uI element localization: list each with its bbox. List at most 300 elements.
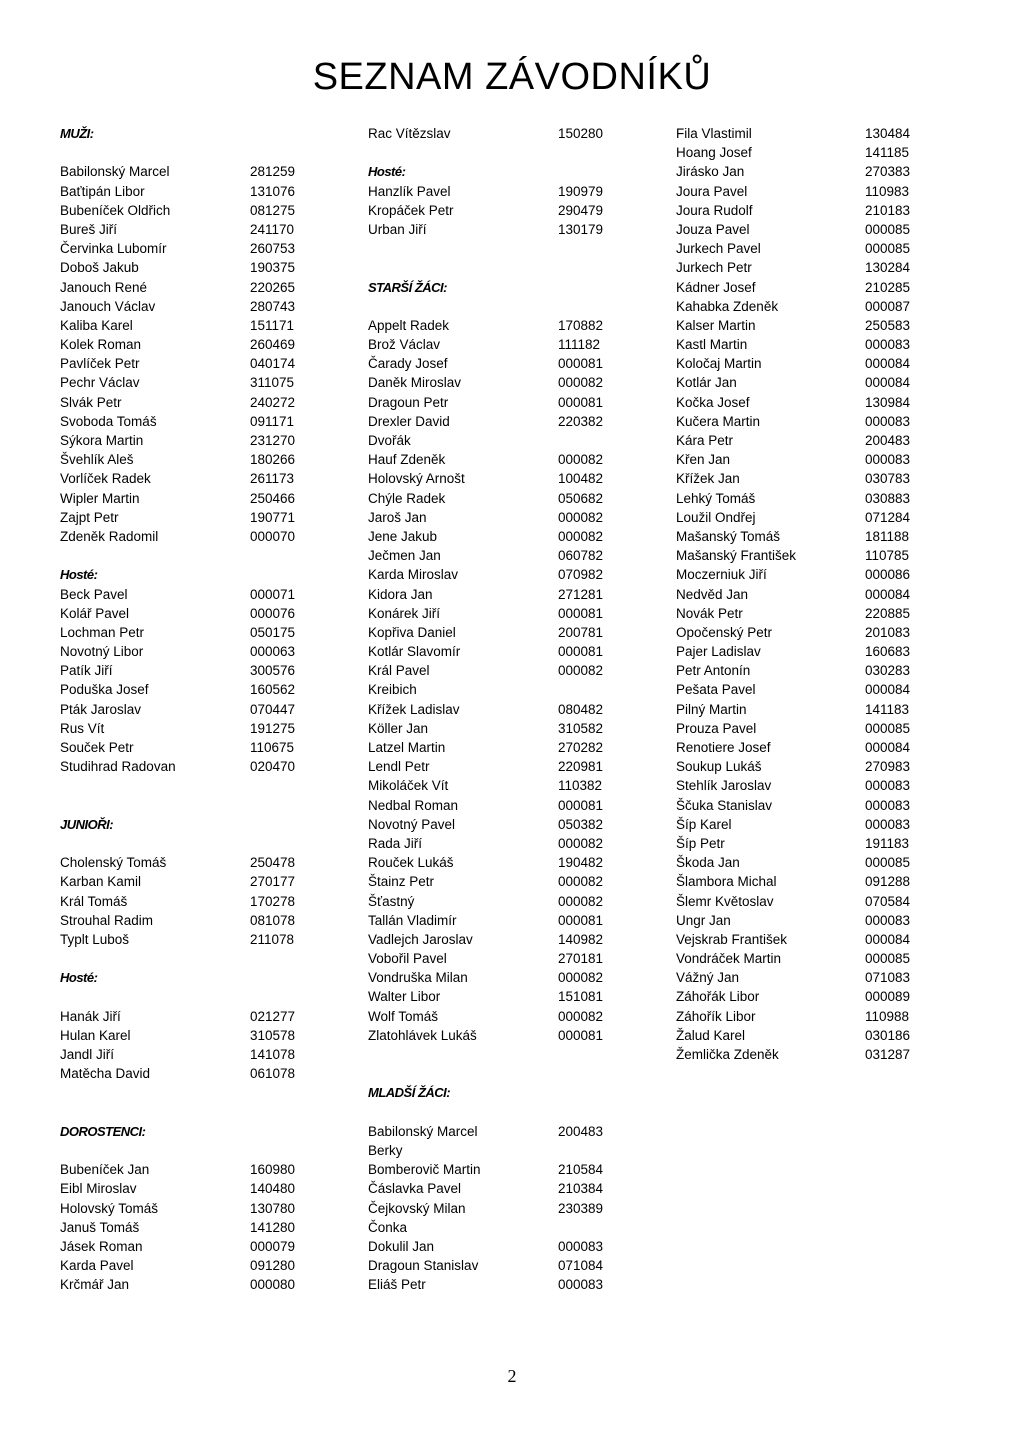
competitor-code: 000082	[558, 509, 604, 525]
competitor-name: Zlatohlávek Lukáš	[368, 1027, 477, 1043]
competitor-code: 280743	[250, 298, 296, 314]
competitor-row	[676, 450, 926, 469]
competitor-code: 000082	[558, 970, 604, 986]
competitor-code: 021277	[250, 1008, 296, 1024]
competitor-code: 170882	[558, 317, 604, 333]
competitor-code: 070447	[250, 701, 296, 717]
competitor-code: 211078	[250, 931, 295, 947]
competitor-code: 030883	[865, 490, 911, 506]
competitor-row	[60, 661, 320, 680]
competitor-code: 130179	[558, 221, 604, 237]
competitor-name: Beck Pavel	[60, 586, 128, 602]
competitor-code: 000083	[865, 452, 911, 468]
competitor-name: Holovský Arnošt	[368, 471, 465, 487]
competitor-name: Hulan Karel	[60, 1027, 131, 1043]
competitor-code: 000083	[865, 337, 911, 353]
competitor-row	[676, 987, 926, 1006]
competitor-code: 240272	[250, 394, 296, 410]
competitor-name: Babilonský Marcel	[368, 1123, 478, 1139]
competitor-name: Urban Jiří	[368, 221, 427, 237]
competitor-row	[676, 719, 926, 738]
competitor-row	[676, 546, 926, 565]
competitor-row	[60, 182, 320, 201]
competitor-row	[368, 124, 628, 143]
competitor-row	[676, 182, 926, 201]
competitor-code: 000084	[865, 740, 911, 755]
competitor-code: 190979	[558, 183, 604, 199]
competitor-code: 060782	[558, 548, 604, 564]
competitor-code: 290479	[558, 202, 604, 218]
competitor-row	[368, 1199, 628, 1218]
competitor-name: Žalud Karel	[676, 1027, 746, 1043]
competitor-name: Drexler David	[368, 413, 450, 429]
competitor-name: Wolf Tomáš	[368, 1008, 439, 1024]
competitor-row	[60, 700, 320, 719]
competitor-row	[676, 815, 926, 834]
competitor-name: Stehlík Jaroslav	[676, 778, 772, 794]
competitor-code: 201083	[865, 624, 911, 640]
competitor-code: 000081	[558, 394, 604, 410]
competitor-name: Štainz Petr	[368, 874, 435, 890]
competitor-row	[676, 527, 926, 546]
competitor-row	[676, 796, 926, 815]
competitor-name: Hanák Jiří	[60, 1008, 121, 1024]
competitor-code: 281259	[250, 164, 296, 180]
competitor-name: Vážný Jan	[676, 970, 740, 986]
competitor-name: Cholenský Tomáš	[60, 855, 167, 871]
competitor-code: 091288	[865, 874, 911, 890]
competitor-row	[368, 930, 628, 949]
blank-line	[60, 949, 320, 968]
competitor-code: 000084	[865, 682, 911, 698]
competitor-row	[368, 450, 628, 469]
competitor-name: Kastl Martin	[676, 337, 748, 353]
competitor-name: Hanzlík Pavel	[368, 183, 451, 199]
competitor-row	[368, 776, 628, 795]
competitor-name: Bubeníček Jan	[60, 1162, 150, 1178]
competitor-name: Pilný Martin	[676, 701, 747, 717]
competitor-name: Opočenský Petr	[676, 624, 773, 640]
competitor-code: 210183	[865, 202, 911, 218]
competitor-code: 000083	[865, 413, 911, 429]
competitor-name: Pavlíček Petr	[60, 356, 140, 372]
competitor-code: 000085	[865, 951, 911, 967]
competitor-row	[60, 642, 320, 661]
competitor-row	[60, 393, 320, 412]
competitor-name: Januš Tomáš	[60, 1219, 140, 1235]
competitor-row	[368, 316, 628, 335]
competitor-name: Tallán Vladimír	[368, 912, 457, 928]
competitor-code: 000083	[558, 1238, 604, 1254]
competitor-name: Kalser Martin	[676, 317, 756, 333]
competitor-row	[676, 892, 926, 911]
competitor-row	[368, 565, 628, 584]
competitor-name: Soukup Lukáš	[676, 759, 762, 775]
competitor-row	[368, 1256, 628, 1275]
competitor-row	[676, 911, 926, 930]
competitor-name: Dvořák	[368, 433, 411, 448]
competitor-name: Kotlár Jan	[676, 375, 737, 391]
competitor-row	[60, 719, 320, 738]
competitor-row	[368, 220, 628, 239]
competitor-row	[368, 661, 628, 680]
competitor-row	[60, 1199, 320, 1218]
competitor-name: Eliáš Petr	[368, 1277, 426, 1293]
competitor-code: 130780	[250, 1200, 296, 1216]
competitor-name: Škoda Jan	[676, 855, 740, 871]
competitor-code: 000081	[558, 605, 604, 621]
competitor-code: 220265	[250, 279, 296, 295]
competitor-name: Čonka	[368, 1219, 408, 1235]
competitor-code: 220981	[558, 759, 604, 775]
competitor-row	[368, 796, 628, 815]
competitor-row	[368, 527, 628, 546]
competitor-row	[60, 297, 320, 316]
competitor-row	[676, 872, 926, 891]
competitor-code: 270282	[558, 740, 604, 755]
competitor-row	[60, 527, 320, 546]
competitor-name: Karban Kamil	[60, 874, 142, 890]
competitor-name: Sýkora Martin	[60, 433, 144, 448]
competitor-name: Konárek Jiří	[368, 605, 441, 621]
blank-line	[60, 1141, 320, 1160]
competitor-row	[368, 872, 628, 891]
competitor-name: Kopřiva Daniel	[368, 624, 456, 640]
blank-line	[368, 143, 628, 162]
competitor-name: Novotný Libor	[60, 644, 144, 660]
competitor-code: 250478	[250, 855, 296, 871]
competitor-name: Šíp Petr	[676, 835, 725, 851]
competitor-name: Bureš Jiří	[60, 221, 118, 237]
competitor-name: Král Tomáš	[60, 893, 128, 909]
competitor-name: Ungr Jan	[676, 912, 731, 928]
competitor-name: Vobořil Pavel	[368, 951, 447, 967]
blank-line	[60, 776, 320, 795]
competitor-name: Daněk Miroslav	[368, 375, 462, 391]
section-heading-text: JUNIOŘI:	[60, 816, 114, 832]
competitor-code: 050682	[558, 490, 604, 506]
competitor-name: Čarady Josef	[368, 356, 448, 372]
competitor-row	[368, 182, 628, 201]
competitor-row	[368, 1179, 628, 1198]
competitor-code: 230389	[558, 1200, 604, 1216]
competitor-row	[676, 354, 926, 373]
competitor-name: Novotný Pavel	[368, 816, 456, 832]
competitor-row	[368, 469, 628, 488]
competitor-row	[60, 1179, 320, 1198]
competitor-name: Mašanský Tomáš	[676, 528, 781, 544]
competitor-name: Prouza Pavel	[676, 720, 757, 736]
competitor-row	[676, 1026, 926, 1045]
competitor-row	[368, 1218, 628, 1237]
competitor-row	[368, 354, 628, 373]
section-heading	[60, 565, 320, 584]
competitor-code: 050175	[250, 624, 296, 640]
section-heading	[60, 968, 320, 987]
competitor-name: Studihrad Radovan	[60, 759, 176, 775]
competitor-row	[60, 892, 320, 911]
competitor-code: 190771	[250, 509, 296, 525]
competitor-code: 310578	[250, 1027, 296, 1043]
competitor-row	[60, 278, 320, 297]
competitor-code: 000083	[865, 912, 911, 928]
competitor-row	[368, 546, 628, 565]
competitor-code: 110785	[865, 548, 910, 564]
competitor-code: 000082	[558, 375, 604, 391]
competitor-code: 261173	[250, 471, 295, 487]
competitor-code: 150280	[558, 126, 604, 141]
competitor-row	[368, 1122, 628, 1141]
competitor-code: 270177	[250, 874, 296, 890]
competitor-row	[60, 335, 320, 354]
competitor-row	[60, 373, 320, 392]
competitor-name: Karda Pavel	[60, 1258, 134, 1274]
competitor-row	[60, 508, 320, 527]
competitor-code: 091171	[250, 413, 295, 429]
page-title: SEZNAM ZÁVODNÍKŮ	[312, 56, 712, 98]
competitor-code: 140480	[250, 1181, 296, 1197]
competitor-row	[60, 431, 320, 450]
competitor-name: Mikoláček Vít	[368, 778, 449, 794]
blank-line	[368, 1064, 628, 1083]
competitor-code: 000079	[250, 1238, 296, 1254]
competitor-row	[368, 968, 628, 987]
competitor-row	[368, 1275, 628, 1294]
competitor-name: Eibl Miroslav	[60, 1181, 137, 1197]
competitor-code: 181188	[865, 528, 910, 544]
competitor-name: Souček Petr	[60, 740, 134, 755]
blank-line	[368, 297, 628, 316]
competitor-row	[676, 1007, 926, 1026]
competitor-name: Typlt Luboš	[60, 931, 130, 947]
competitor-row	[676, 489, 926, 508]
competitor-row	[368, 1237, 628, 1256]
competitor-name: Kidora Jan	[368, 586, 433, 602]
competitor-name: Jurkech Pavel	[676, 241, 761, 257]
competitor-row	[60, 1218, 320, 1237]
competitor-name: Chýle Radek	[368, 490, 446, 506]
blank-line	[60, 1083, 320, 1102]
competitor-row	[368, 719, 628, 738]
competitor-row	[60, 872, 320, 891]
competitor-row	[676, 642, 926, 661]
competitor-row	[676, 239, 926, 258]
page-number: 2	[507, 1366, 517, 1386]
competitor-name: Rouček Lukáš	[368, 855, 454, 871]
blank-line	[60, 834, 320, 853]
competitor-code: 071084	[558, 1258, 604, 1274]
competitor-row	[60, 220, 320, 239]
competitor-name: Matěcha David	[60, 1066, 151, 1082]
blank-line	[60, 796, 320, 815]
competitor-row	[676, 124, 926, 143]
blank-line	[60, 143, 320, 162]
competitor-name: Kropáček Petr	[368, 202, 454, 218]
competitor-code: 000082	[558, 452, 604, 468]
competitor-row	[676, 585, 926, 604]
competitor-name: Walter Libor	[368, 989, 441, 1005]
competitor-code: 180266	[250, 452, 296, 468]
competitor-name: Doboš Jakub	[60, 260, 139, 276]
competitor-name: Vondruška Milan	[368, 970, 468, 986]
column-right	[676, 124, 926, 1064]
competitor-code: 151171	[250, 317, 295, 333]
competitor-row	[676, 297, 926, 316]
section-heading	[368, 278, 628, 297]
competitor-name: Janouch Václav	[60, 298, 156, 314]
competitor-name: Berky	[368, 1142, 403, 1158]
competitor-code: 000085	[865, 241, 911, 257]
competitor-code: 030283	[865, 663, 911, 679]
competitor-name: Jaroš Jan	[368, 509, 427, 525]
competitor-name: Kočka Josef	[676, 394, 750, 410]
competitor-code: 000084	[865, 375, 911, 391]
competitor-row	[676, 431, 926, 450]
competitor-name: Fila Vlastimil	[676, 126, 752, 141]
competitor-name: Zajpt Petr	[60, 509, 119, 525]
competitor-code: 160980	[250, 1162, 296, 1178]
section-heading	[60, 1122, 320, 1141]
competitor-row	[60, 354, 320, 373]
competitor-row	[368, 585, 628, 604]
competitor-name: Jurkech Petr	[676, 260, 752, 276]
competitor-row	[60, 1007, 320, 1026]
competitor-name: Bomberovič Martin	[368, 1162, 481, 1178]
competitor-code: 200483	[558, 1123, 604, 1139]
competitor-code: 270383	[865, 164, 911, 180]
competitor-row	[368, 892, 628, 911]
competitor-name: Kolek Roman	[60, 337, 142, 353]
competitor-name: Švehlík Aleš	[60, 452, 134, 468]
competitor-code: 000082	[558, 663, 604, 679]
competitor-name: Kreibich	[368, 682, 417, 698]
competitor-name: Král Pavel	[368, 663, 430, 679]
competitor-code: 191275	[250, 720, 296, 736]
competitor-row	[60, 623, 320, 642]
competitor-row	[676, 508, 926, 527]
competitor-name: Kádner Josef	[676, 279, 756, 295]
competitor-code: 160683	[865, 644, 911, 660]
competitor-name: Ječmen Jan	[368, 548, 441, 564]
competitor-name: Jouza Pavel	[676, 221, 750, 237]
competitor-code: 311075	[250, 375, 295, 391]
section-heading-text: Hosté:	[368, 164, 406, 180]
competitor-name: Hoang Josef	[676, 145, 752, 161]
competitor-name: Jirásko Jan	[676, 164, 745, 180]
column-left	[60, 124, 320, 1294]
competitor-row	[60, 162, 320, 181]
competitor-name: Novák Petr	[676, 605, 743, 621]
competitor-name: Svoboda Tomáš	[60, 413, 157, 429]
competitor-row	[60, 1064, 320, 1083]
competitor-code: 110988	[865, 1008, 910, 1024]
competitor-name: Moczerniuk Jiří	[676, 567, 767, 583]
competitor-row	[60, 911, 320, 930]
competitor-name: Renotiere Josef	[676, 740, 771, 755]
section-heading	[368, 162, 628, 181]
section-heading-text: MUŽI:	[60, 126, 94, 141]
competitor-code: 080482	[558, 701, 604, 717]
competitor-row	[676, 661, 926, 680]
competitor-row	[60, 316, 320, 335]
competitor-row	[676, 757, 926, 776]
competitor-code: 091280	[250, 1258, 296, 1274]
competitor-name: Kolář Pavel	[60, 605, 130, 621]
competitor-row	[60, 469, 320, 488]
competitor-code: 130484	[865, 126, 911, 141]
competitor-row	[368, 1007, 628, 1026]
competitor-name: Nedvěd Jan	[676, 586, 749, 602]
competitor-row	[368, 987, 628, 1006]
competitor-row	[676, 201, 926, 220]
competitor-code: 000085	[865, 855, 911, 871]
competitor-row	[60, 489, 320, 508]
competitor-name: Petr Antonín	[676, 663, 751, 679]
competitor-name: Patík Jiří	[60, 663, 113, 679]
competitor-code: 000082	[558, 528, 604, 544]
competitor-row	[368, 1160, 628, 1179]
competitor-code: 030186	[865, 1027, 911, 1043]
competitor-code: 000083	[865, 778, 911, 794]
section-heading-text: DOROSTENCI:	[60, 1123, 146, 1139]
blank-line	[368, 239, 628, 258]
competitor-row	[676, 834, 926, 853]
competitor-row	[676, 623, 926, 642]
competitor-name: Joura Pavel	[676, 183, 748, 199]
competitor-code: 210584	[558, 1162, 604, 1178]
competitor-name: Rus Vít	[60, 720, 105, 736]
section-heading	[60, 815, 320, 834]
competitor-code: 310582	[558, 720, 604, 736]
competitor-row	[60, 680, 320, 699]
competitor-code: 110382	[558, 778, 603, 794]
competitor-code: 020470	[250, 759, 296, 775]
competitor-name: Šíp Karel	[676, 816, 732, 832]
competitor-code: 000080	[250, 1277, 296, 1293]
competitor-code: 241170	[250, 221, 295, 237]
competitor-code: 100482	[558, 471, 604, 487]
competitor-name: Mašanský František	[676, 548, 797, 564]
competitor-code: 271281	[558, 586, 604, 602]
competitor-row	[60, 1256, 320, 1275]
section-heading	[60, 124, 320, 143]
competitor-name: Žemlička Zdeněk	[676, 1047, 779, 1062]
blank-line	[60, 1103, 320, 1122]
competitor-code: 250583	[865, 317, 911, 333]
competitor-code: 151081	[558, 989, 604, 1005]
competitor-code: 071284	[865, 509, 911, 525]
competitor-code: 160562	[250, 682, 296, 698]
competitor-row	[676, 604, 926, 623]
competitor-code: 000076	[250, 605, 296, 621]
competitor-row	[60, 853, 320, 872]
competitor-code: 270181	[558, 951, 604, 967]
competitor-code: 231270	[250, 433, 296, 448]
competitor-name: Nedbal Roman	[368, 797, 459, 813]
section-heading	[368, 1083, 628, 1102]
competitor-name: Lochman Petr	[60, 624, 145, 640]
competitor-code: 000081	[558, 644, 604, 660]
competitor-code: 270983	[865, 759, 911, 775]
competitor-name: Strouhal Radim	[60, 912, 154, 928]
competitor-name: Bubeníček Oldřich	[60, 202, 171, 218]
competitor-code: 141183	[865, 701, 910, 717]
competitor-name: Kaliba Karel	[60, 317, 133, 333]
competitor-row	[676, 680, 926, 699]
competitor-code: 130284	[865, 260, 911, 276]
competitor-name: Šlemr Květoslav	[676, 893, 774, 909]
competitor-name: Ščuka Stanislav	[676, 797, 773, 813]
